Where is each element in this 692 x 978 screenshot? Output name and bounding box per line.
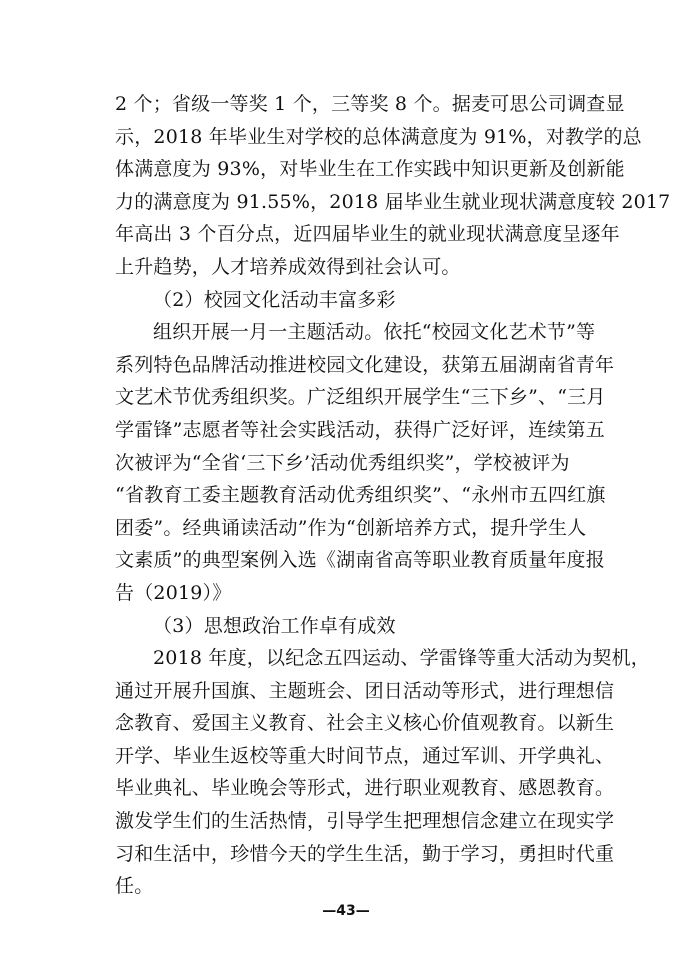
- text-line: 次被评为“全省‘三下乡’活动优秀组织奖”，学校被评为: [115, 451, 570, 474]
- text-line: 团委”。经典诵读活动”作为“创新培养方式，提升学生人: [115, 516, 587, 539]
- text-line: 文艺术节优秀组织奖。广泛组织开展学生“三下乡”、“三月: [115, 386, 606, 409]
- text-line: 通过开展升国旗、主题班会、团日活动等形式，进行理想信: [115, 679, 615, 702]
- text-line: 毕业典礼、毕业晚会等形式，进行职业观教育、感恩教育。: [115, 777, 615, 800]
- text-line: 开学、毕业生返校等重大时间节点，通过军训、开学典礼、: [115, 744, 615, 767]
- text-line: 习和生活中，珍惜今天的学生生活，勤于学习，勇担时代重: [115, 842, 615, 865]
- text-line: 力的满意度为 91.55%，2018 届毕业生就业现状满意度较 2017: [115, 190, 671, 213]
- text-line: 上升趋势，人才培养成效得到社会认可。: [115, 255, 461, 278]
- body-text: [115, 88, 671, 903]
- text-line: 激发学生们的生活热情，引导学生把理想信念建立在现实学: [115, 810, 615, 833]
- text-line: 2 个；省级一等奖 1 个，三等奖 8 个。据麦可思公司调查显: [115, 93, 625, 115]
- text-line: 学雷锋”志愿者等社会实践活动，获得广泛好评，连续第五: [115, 418, 605, 441]
- text-line: 告（2019）》: [115, 581, 232, 604]
- text-line: 体满意度为 93%，对毕业生在工作实践中知识更新及创新能: [115, 158, 625, 181]
- text-line: 念教育、爱国主义教育、社会主义核心价值观教育。以新生: [115, 712, 615, 735]
- text-line: 年高出 3 个百分点，近四届毕业生的就业现状满意度呈逐年: [115, 223, 620, 246]
- text-line: “省教育工委主题教育活动优秀组织奖”、“永州市五四红旗: [115, 484, 606, 507]
- section-heading: （2）校园文化活动丰富多彩: [153, 288, 396, 311]
- text-line: 文素质”的典型案例入选《湖南省高等职业教育质量年度报: [115, 549, 605, 572]
- text-line: 2018 年度，以纪念五四运动、学雷锋等重大活动为契机，: [153, 647, 650, 670]
- text-line: 示，2018 年毕业生对学校的总体满意度为 91%，对教学的总: [115, 125, 642, 148]
- text-line: 系列特色品牌活动推进校园文化建设，获第五届湖南省青年: [115, 353, 615, 376]
- page-number: —43—: [322, 903, 370, 919]
- text-line: 组织开展一月一主题活动。依托“校园文化艺术节”等: [153, 321, 596, 344]
- section-heading: （3）思想政治工作卓有成效: [153, 614, 396, 637]
- text-line: 任。: [115, 875, 154, 898]
